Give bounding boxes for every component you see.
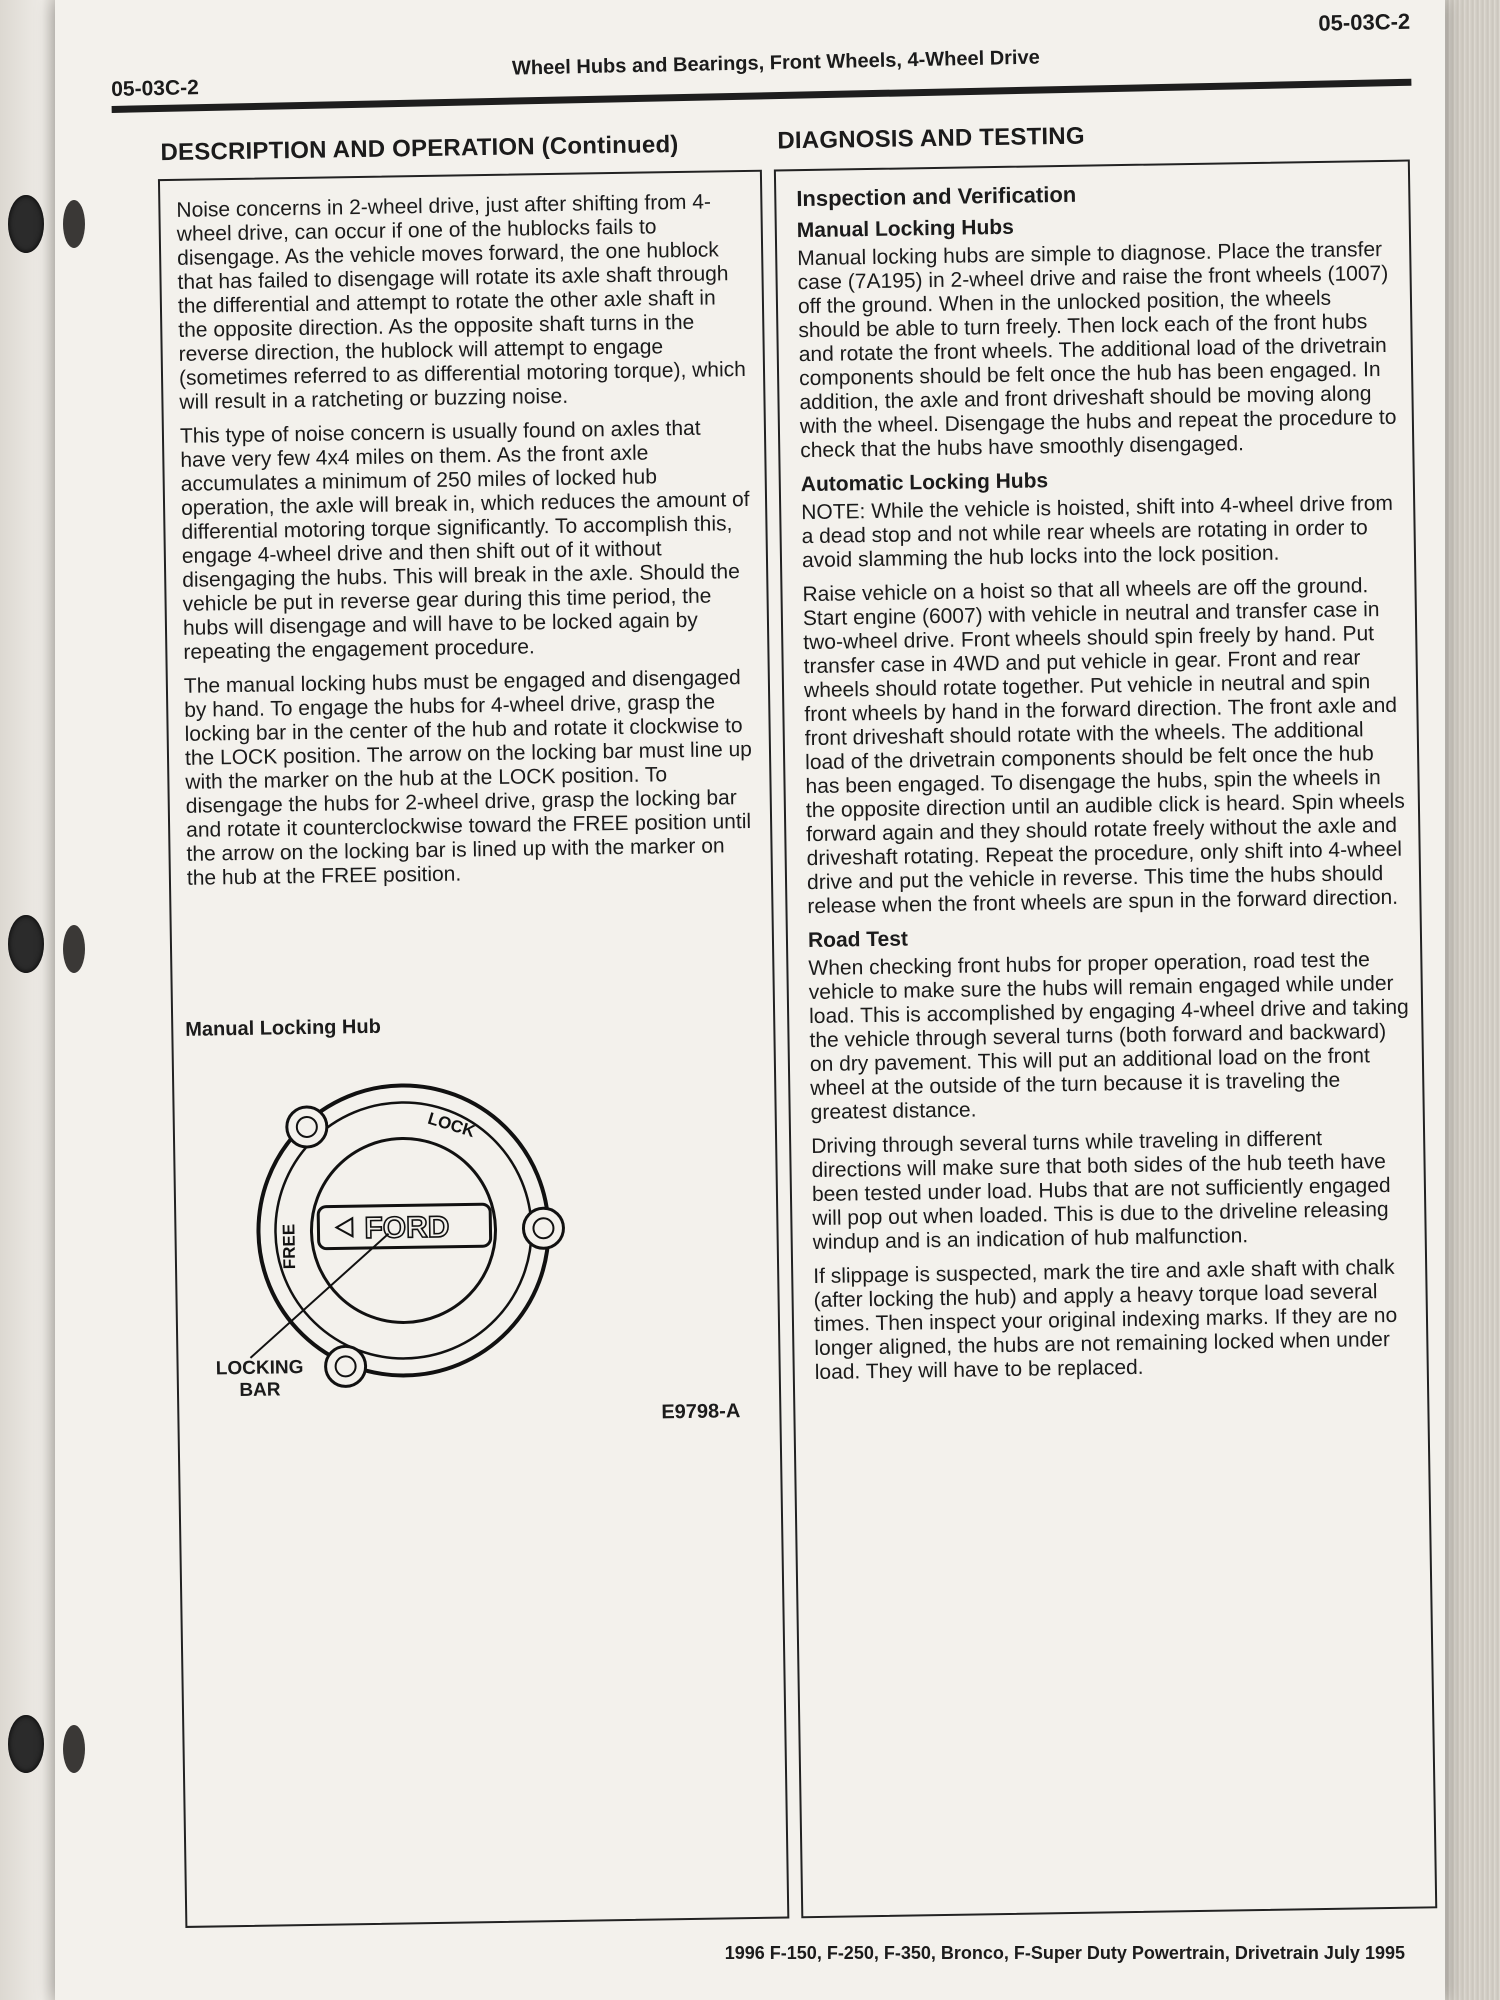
paragraph: When checking front hubs for proper operation, road test the vehicle to make sure the hubs will remain engaged while under load. This is accomplished by engaging 4-wheel drive and taking the vehicle through several turns (both forward and backward) on dry pavement. This will put an additional load on the front wheel at the outside of the turn because it is traveling the greatest distance.: [808, 948, 1409, 1125]
paragraph: Manual locking hubs are simple to diagnose. Place the transfer case (7A195) in 2-wheel drive and raise the front wheels (1007) off the ground. When in the unlocked position, the wheels should be able to turn freely. Then lock each of the front hubs and rotate the front wheels. The additional load of the drivetrain components should be felt once the hub has been engaged. In addition, the axle and front driveshaft should be moving along with the wheel. Disengage the hubs and repeat the procedure to check that the hubs have smoothly disengaged.: [797, 237, 1397, 463]
free-label: FREE: [279, 1223, 300, 1270]
heading-road-test: Road Test: [807, 927, 909, 953]
heading-inspection: Inspection and Verification: [796, 181, 1077, 212]
bolt-icon: [523, 1208, 564, 1249]
page-code-left: 05-03C-2: [111, 76, 200, 101]
heading-manual-hubs: Manual Locking Hubs: [796, 215, 1014, 243]
bolt-icon: [325, 1346, 366, 1387]
punch-hole: [63, 200, 85, 248]
left-column-text: [176, 190, 757, 901]
paragraph: Driving through several turns while traveling in different directions will make sure that both sides of the hub teeth have been tested under load. Hubs that are not sufficiently engaged will pop out when loaded. This is due to the driveline releasing windup and is an indication of hub malfunction.: [811, 1127, 1391, 1255]
ford-logo: FORD: [364, 1210, 450, 1246]
paragraph: Noise concerns in 2-wheel drive, just after shifting from 4-wheel drive, can occur if one of the hublocks fails to disengage. As the vehicle moves forward, the one hublock that has failed to disengage will rotate its axle shaft through the differential and attempt to rotate the other axle shaft in the opposite direction. As the opposite shaft turns in the reverse direction, the hublock will attempt to engage (sometimes referred to as differential motoring torque), which will result in a ratcheting or buzzing noise.: [176, 190, 747, 414]
section-title-diagnosis: DIAGNOSIS AND TESTING: [777, 122, 1085, 155]
lock-label: LOCK: [425, 1108, 478, 1142]
binder-ring-hole: [8, 1715, 44, 1773]
binder-ring-hole: [8, 195, 44, 253]
page-code-right: 05-03C-2: [1318, 8, 1411, 36]
page-content: [105, 99, 1474, 1960]
page-footer: 1996 F-150, F-250, F-350, Bronco, F-Super Duty Powertrain, Drivetrain July 1995: [724, 1943, 1405, 1963]
locking-bar-label: LOCKING BAR: [215, 1357, 304, 1402]
punch-hole: [63, 1725, 85, 1773]
paragraph: Raise vehicle on a hoist so that all wheels are off the ground. Start engine (6007) with vehicle in neutral and transfer case in two-wheel drive. Front wheels should spin freely by hand. Put transfer case in 4WD and put vehicle in gear. Front and rear wheels should rotate together. Put vehicle in neutral and spin front wheels by hand in the forward direction. The front axle and front driveshaft should rotate with the wheels. The additional load of the drivetrain components should be felt once the hub has been engaged. To disengage the hubs, spin the wheels in the opposite direction until an audible click is heard. Spin wheels forward again and they should rotate freely without the axle and driveshaft rotating. Repeat the procedure, only shift into 4-wheel drive and put the vehicle in reverse. This time the hubs should release when the front wheels are spun in the forward direction.: [802, 574, 1405, 919]
paragraph: This type of noise concern is usually found on axles that have very few 4x4 miles on them. As the front axle accumulates a minimum of 250 miles of locked hub operation, the axle will break in, which reduces the amount of differential motoring torque significantly. To accomplish this, engage 4-wheel drive and then shift out of it without disengaging the hubs. This will break in the axle. Should the vehicle be put in reverse gear during this time period, the hubs will disengage and will have to be locked again by repeating the engagement procedure.: [179, 416, 750, 664]
heading-automatic-hubs: Automatic Locking Hubs: [800, 469, 1049, 497]
manual-page: [55, 0, 1445, 2000]
right-column-text: [796, 178, 1415, 1395]
manual-locking-hub-figure: [186, 1050, 773, 1499]
note: NOTE: While the vehicle is hoisted, shift into 4-wheel drive from a dead stop and not while rear wheels are rotating in order to avoid slamming the hub locks into the lock position.: [801, 491, 1394, 573]
binder-ring-hole: [8, 915, 44, 973]
figure-code: E9798-A: [661, 1400, 741, 1424]
figure-title: Manual Locking Hub: [185, 1015, 382, 1041]
page-header-title: Wheel Hubs and Bearings, Front Wheels, 4-Wheel Drive: [511, 46, 1040, 80]
section-title-description: DESCRIPTION AND OPERATION (Continued): [160, 130, 679, 167]
bolt-icon: [287, 1107, 328, 1148]
paragraph: The manual locking hubs must be engaged and disengaged by hand. To engage the hubs for 4-wheel drive, grasp the locking bar in the center of the hub and rotate it clockwise to the LOCK position. The arrow on the locking bar must line up with the marker on the hub at the LOCK position. To disengage the hubs for 2-wheel drive, grasp the locking bar and rotate it counterclockwise toward the FREE position until the arrow on the locking bar is lined up with the marker on the hub at the FREE position.: [183, 666, 753, 890]
leader-line: [249, 1234, 391, 1358]
punch-hole: [63, 925, 85, 973]
paragraph: If slippage is suspected, mark the tire and axle shaft with chalk (after locking the hub) and apply a heavy torque load several times. Then inspect your original indexing marks. If they are no longer aligned, the hubs are not remaining locked when under load. They will have to be replaced.: [813, 1255, 1398, 1385]
hub-diagram: [186, 1050, 773, 1499]
